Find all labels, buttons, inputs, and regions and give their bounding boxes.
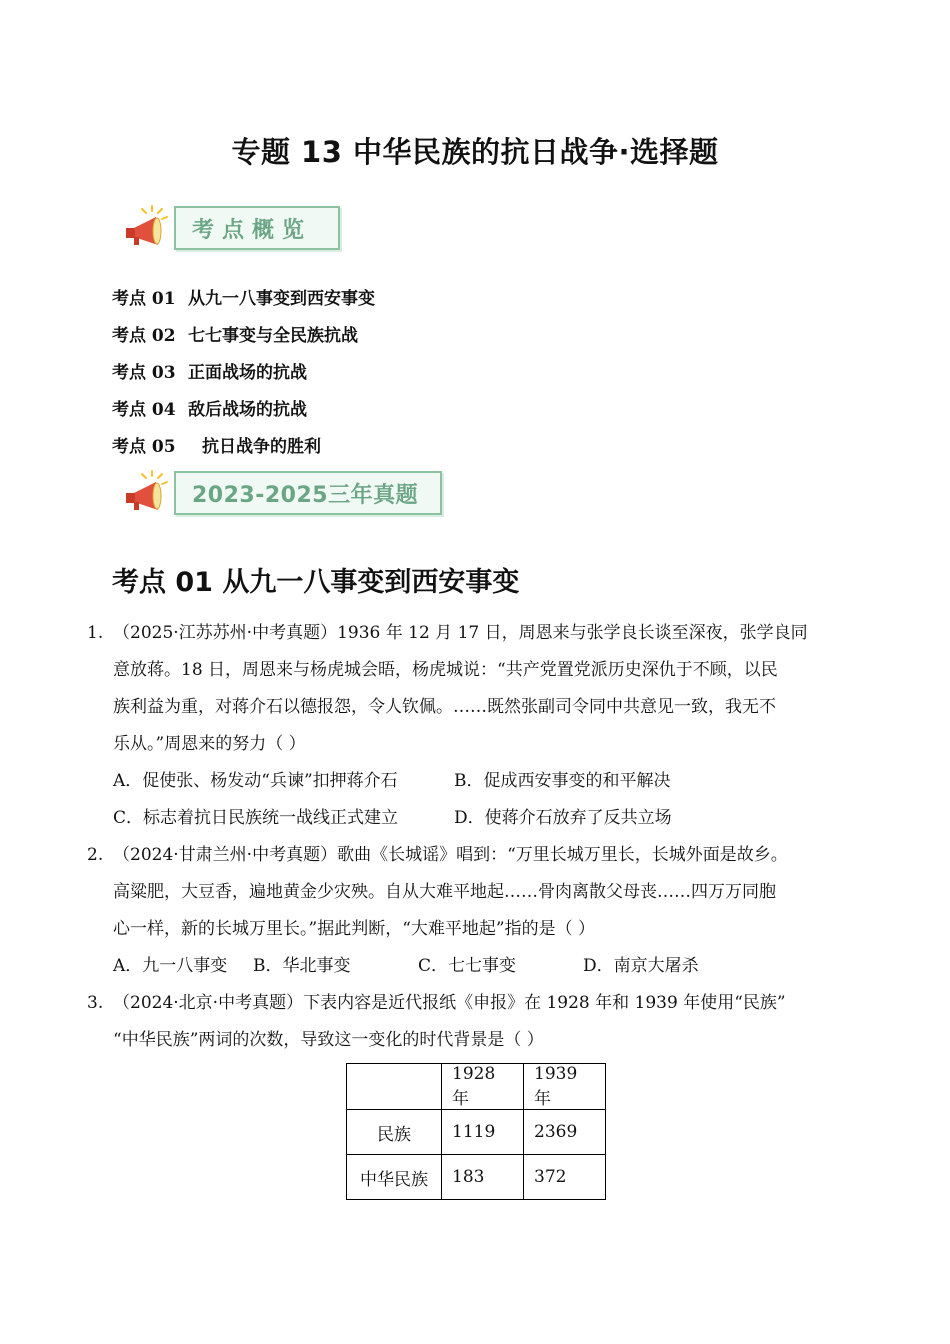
option-d: D．使蒋介石放弃了反共立场 [454,808,672,828]
question-line: “中华民族”两词的次数，导致这一变化的时代背景是（ ） [113,1030,544,1050]
question-line: 心一样，新的长城万里长。”据此判断，“大难平地起”指的是（ ） [113,919,595,939]
overview-banner [122,205,340,251]
question-line: 意放蒋。18 日，周恩来与杨虎城会晤，杨虎城说：“共产党置党派历史深仇于不顾，以民 [113,660,778,680]
megaphone-icon [122,470,174,516]
table-cell: 1119 [442,1110,524,1155]
table-cell: 2369 [524,1110,606,1155]
megaphone-icon [122,205,174,251]
option-b: B．促成西安事变的和平解决 [454,771,671,791]
question-line: （2024·甘肃兰州·中考真题）歌曲《长城谣》唱到：“万里长城万里长，长城外面是故乡。 [113,845,788,865]
topic-text: 敌后战场的抗战 [188,400,307,420]
table-row [347,1110,606,1155]
topic-item [112,315,375,352]
option-c: C．七七事变 [418,956,517,976]
option-a: A．促使张、杨发动“兵谏”扣押蒋介石 [113,771,398,791]
question-line: （2024·北京·中考真题）下表内容是近代报纸《申报》在 1928 年和 1939 年使用“民族” [113,993,786,1013]
topic-text: 七七事变与全民族抗战 [188,326,358,346]
table-cell [347,1064,442,1110]
option-a: A．九一八事变 [113,956,228,976]
topic-text: 正面战场的抗战 [188,363,307,383]
years-banner [122,470,442,516]
page-title: 专题 13 中华民族的抗日战争·选择题 [231,135,719,169]
table-header-cell: 1928 年 [442,1064,524,1110]
section-heading: 考点 01 从九一八事变到西安事变 [112,567,520,598]
question-number: 3. [87,993,104,1013]
option-b: B．华北事变 [253,956,351,976]
overview-banner-label: 考点概览 [174,206,340,250]
topic-list [112,278,375,463]
topic-item [112,278,375,315]
table-row [347,1155,606,1200]
years-banner-label: 2023-2025三年真题 [174,471,442,515]
topic-number: 考点 01 [112,289,176,309]
question-line: （2025·江苏苏州·中考真题）1936 年 12 月 17 日，周恩来与张学良长谈至深夜，张学良同 [113,623,808,643]
option-d: D．南京大屠杀 [583,956,699,976]
question-number: 1. [87,623,104,643]
table-cell: 372 [524,1155,606,1200]
topic-number: 考点 03 [112,363,176,383]
table-row-label: 民族 [347,1110,442,1155]
table-row-label: 中华民族 [347,1155,442,1200]
topic-item [112,352,375,389]
table-cell: 183 [442,1155,524,1200]
question-line: 族利益为重，对蒋介石以德报怨，令人钦佩。……既然张副司令同中共意见一致，我无不 [113,697,776,717]
topic-number: 考点 02 [112,326,176,346]
data-table [346,1063,606,1200]
topic-text: 从九一八事变到西安事变 [188,289,375,309]
topic-item [112,426,375,463]
table-header-row [347,1064,606,1110]
table-header-cell: 1939 年 [524,1064,606,1110]
topic-text: 抗日战争的胜利 [202,437,321,457]
question-line: 高粱肥，大豆香，遍地黄金少灾殃。自从大难平地起……骨肉离散父母丧……四万万同胞 [113,882,776,902]
topic-number: 考点 05 [112,437,176,457]
topic-number: 考点 04 [112,400,176,420]
option-c: C．标志着抗日民族统一战线正式建立 [113,808,399,828]
question-number: 2. [87,845,104,865]
topic-item [112,389,375,426]
question-line: 乐从。”周恩来的努力（ ） [113,734,306,754]
